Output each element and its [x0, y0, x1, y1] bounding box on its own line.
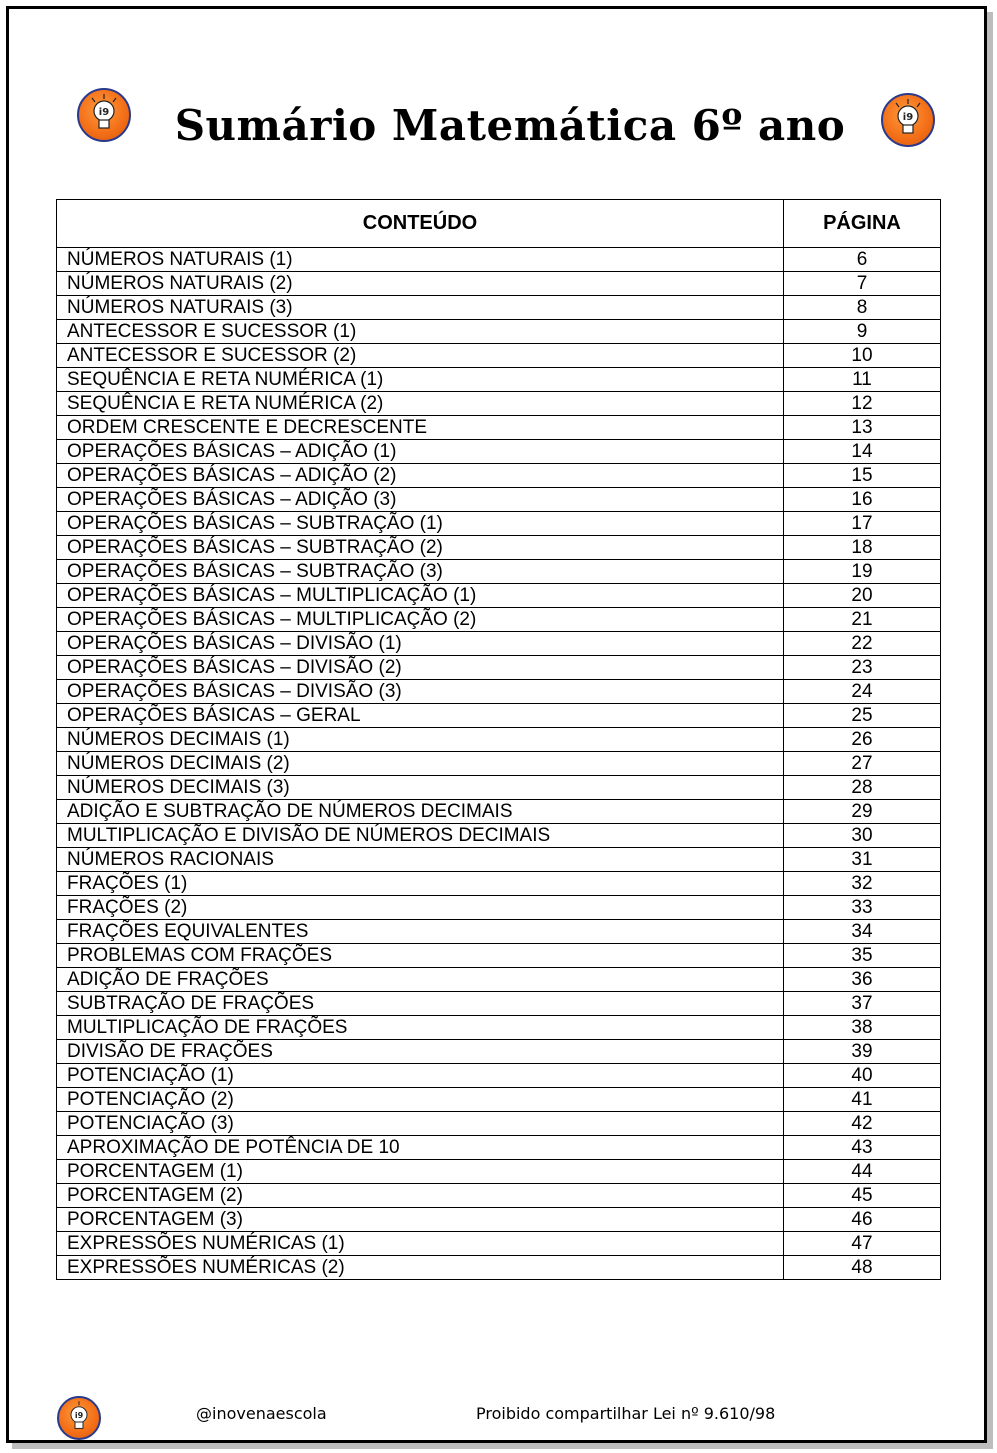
topic-cell: ORDEM CRESCENTE E DECRESCENTE [57, 416, 784, 440]
topic-cell: SEQUÊNCIA E RETA NUMÉRICA (2) [57, 392, 784, 416]
table-row [57, 1208, 941, 1232]
page-number-cell: 26 [784, 728, 941, 752]
logo-text: i9 [98, 107, 110, 118]
table-row [57, 704, 941, 728]
table-row [57, 944, 941, 968]
topic-cell: SUBTRAÇÃO DE FRAÇÕES [57, 992, 784, 1016]
topic-cell: ADIÇÃO E SUBTRAÇÃO DE NÚMEROS DECIMAIS [57, 800, 784, 824]
page-number-cell: 19 [784, 560, 941, 584]
table-row [57, 632, 941, 656]
page-number-cell: 41 [784, 1088, 941, 1112]
page-number-cell: 36 [784, 968, 941, 992]
topic-cell: APROXIMAÇÃO DE POTÊNCIA DE 10 [57, 1136, 784, 1160]
topic-cell: OPERAÇÕES BÁSICAS – ADIÇÃO (2) [57, 464, 784, 488]
topic-cell: PORCENTAGEM (2) [57, 1184, 784, 1208]
topic-cell: EXPRESSÕES NUMÉRICAS (2) [57, 1256, 784, 1280]
table-row [57, 1160, 941, 1184]
school-logo-icon [881, 93, 935, 147]
page-number-cell: 43 [784, 1136, 941, 1160]
topic-cell: MULTIPLICAÇÃO E DIVISÃO DE NÚMEROS DECIMAIS [57, 824, 784, 848]
topic-cell: ANTECESSOR E SUCESSOR (2) [57, 344, 784, 368]
table-row [57, 896, 941, 920]
page-number-cell: 6 [784, 248, 941, 272]
page-number-cell: 35 [784, 944, 941, 968]
table-row [57, 728, 941, 752]
footer-logo-icon [57, 1396, 101, 1440]
table-row [57, 1064, 941, 1088]
table-header-row [57, 200, 941, 248]
page-number-cell: 12 [784, 392, 941, 416]
topic-cell: POTENCIAÇÃO (2) [57, 1088, 784, 1112]
logo-text: i9 [74, 1411, 84, 1420]
topic-cell: NÚMEROS NATURAIS (1) [57, 248, 784, 272]
table-row [57, 1112, 941, 1136]
contents-table [56, 199, 941, 1280]
topic-cell: ADIÇÃO DE FRAÇÕES [57, 968, 784, 992]
page-number-cell: 44 [784, 1160, 941, 1184]
topic-cell: OPERAÇÕES BÁSICAS – MULTIPLICAÇÃO (1) [57, 584, 784, 608]
page-number-cell: 31 [784, 848, 941, 872]
table-row [57, 440, 941, 464]
page-number-cell: 20 [784, 584, 941, 608]
table-row [57, 488, 941, 512]
topic-cell: FRAÇÕES EQUIVALENTES [57, 920, 784, 944]
topic-cell: ANTECESSOR E SUCESSOR (1) [57, 320, 784, 344]
page-number-cell: 48 [784, 1256, 941, 1280]
topic-cell: FRAÇÕES (1) [57, 872, 784, 896]
page-number-cell: 30 [784, 824, 941, 848]
page-number-cell: 11 [784, 368, 941, 392]
topic-cell: OPERAÇÕES BÁSICAS – SUBTRAÇÃO (2) [57, 536, 784, 560]
topic-cell: PORCENTAGEM (1) [57, 1160, 784, 1184]
table-row [57, 368, 941, 392]
page-number-cell: 9 [784, 320, 941, 344]
table-row [57, 1136, 941, 1160]
table-row [57, 536, 941, 560]
topic-cell: OPERAÇÕES BÁSICAS – MULTIPLICAÇÃO (2) [57, 608, 784, 632]
table-row [57, 680, 941, 704]
topic-cell: NÚMEROS DECIMAIS (3) [57, 776, 784, 800]
table-row [57, 992, 941, 1016]
table-row [57, 1088, 941, 1112]
table-row [57, 512, 941, 536]
page-number-cell: 40 [784, 1064, 941, 1088]
page-number-cell: 37 [784, 992, 941, 1016]
topic-cell: PORCENTAGEM (3) [57, 1208, 784, 1232]
page-number-cell: 47 [784, 1232, 941, 1256]
topic-cell: OPERAÇÕES BÁSICAS – GERAL [57, 704, 784, 728]
footer-handle: @inovenaescola [196, 1404, 327, 1423]
page-number-cell: 16 [784, 488, 941, 512]
table-row [57, 296, 941, 320]
table-row [57, 344, 941, 368]
page-number-cell: 17 [784, 512, 941, 536]
page-number-cell: 22 [784, 632, 941, 656]
table-row [57, 800, 941, 824]
topic-cell: MULTIPLICAÇÃO DE FRAÇÕES [57, 1016, 784, 1040]
table-row [57, 920, 941, 944]
table-row [57, 320, 941, 344]
topic-cell: NÚMEROS RACIONAIS [57, 848, 784, 872]
page-number-cell: 42 [784, 1112, 941, 1136]
page-number-cell: 25 [784, 704, 941, 728]
page-number-cell: 13 [784, 416, 941, 440]
page-number-cell: 39 [784, 1040, 941, 1064]
page-number-cell: 18 [784, 536, 941, 560]
page-title: Sumário Matemática 6º ano [174, 101, 846, 150]
page-number-cell: 8 [784, 296, 941, 320]
topic-cell: PROBLEMAS COM FRAÇÕES [57, 944, 784, 968]
topic-cell: DIVISÃO DE FRAÇÕES [57, 1040, 784, 1064]
topic-cell: NÚMEROS DECIMAIS (2) [57, 752, 784, 776]
page-number-cell: 29 [784, 800, 941, 824]
topic-cell: NÚMEROS NATURAIS (3) [57, 296, 784, 320]
page-number-cell: 34 [784, 920, 941, 944]
table-row [57, 584, 941, 608]
logo-text: i9 [902, 112, 914, 123]
page-number-cell: 24 [784, 680, 941, 704]
topic-cell: FRAÇÕES (2) [57, 896, 784, 920]
table-row [57, 656, 941, 680]
table-row [57, 272, 941, 296]
table-row [57, 824, 941, 848]
page-number-cell: 7 [784, 272, 941, 296]
topic-cell: POTENCIAÇÃO (3) [57, 1112, 784, 1136]
table-row [57, 464, 941, 488]
table-row [57, 776, 941, 800]
topic-cell: OPERAÇÕES BÁSICAS – DIVISÃO (2) [57, 656, 784, 680]
table-row [57, 968, 941, 992]
table-row [57, 1256, 941, 1280]
table-row [57, 392, 941, 416]
topic-cell: OPERAÇÕES BÁSICAS – ADIÇÃO (3) [57, 488, 784, 512]
page-number-cell: 28 [784, 776, 941, 800]
page-number-cell: 23 [784, 656, 941, 680]
table-row [57, 416, 941, 440]
topic-cell: OPERAÇÕES BÁSICAS – SUBTRAÇÃO (3) [57, 560, 784, 584]
page-number-cell: 14 [784, 440, 941, 464]
page-number-cell: 33 [784, 896, 941, 920]
topic-cell: SEQUÊNCIA E RETA NUMÉRICA (1) [57, 368, 784, 392]
page-number-cell: 38 [784, 1016, 941, 1040]
topic-cell: NÚMEROS DECIMAIS (1) [57, 728, 784, 752]
page-number-cell: 45 [784, 1184, 941, 1208]
topic-cell: OPERAÇÕES BÁSICAS – DIVISÃO (1) [57, 632, 784, 656]
column-header-content: CONTEÚDO [57, 200, 784, 248]
table-row [57, 1232, 941, 1256]
table-row [57, 848, 941, 872]
footer-copyright-notice: Proibido compartilhar Lei nº 9.610/98 [476, 1404, 776, 1423]
table-row [57, 1040, 941, 1064]
column-header-page: PÁGINA [784, 200, 941, 248]
page-number-cell: 27 [784, 752, 941, 776]
table-row [57, 560, 941, 584]
topic-cell: EXPRESSÕES NUMÉRICAS (1) [57, 1232, 784, 1256]
topic-cell: OPERAÇÕES BÁSICAS – SUBTRAÇÃO (1) [57, 512, 784, 536]
topic-cell: OPERAÇÕES BÁSICAS – DIVISÃO (3) [57, 680, 784, 704]
table-row [57, 608, 941, 632]
table-row [57, 752, 941, 776]
table-row [57, 872, 941, 896]
school-logo-icon [77, 88, 131, 142]
table-row [57, 248, 941, 272]
page-number-cell: 21 [784, 608, 941, 632]
topic-cell: OPERAÇÕES BÁSICAS – ADIÇÃO (1) [57, 440, 784, 464]
page-number-cell: 10 [784, 344, 941, 368]
topic-cell: POTENCIAÇÃO (1) [57, 1064, 784, 1088]
table-row [57, 1184, 941, 1208]
topic-cell: NÚMEROS NATURAIS (2) [57, 272, 784, 296]
table-body [57, 248, 941, 1280]
table-row [57, 1016, 941, 1040]
page-number-cell: 46 [784, 1208, 941, 1232]
page-number-cell: 15 [784, 464, 941, 488]
page-number-cell: 32 [784, 872, 941, 896]
